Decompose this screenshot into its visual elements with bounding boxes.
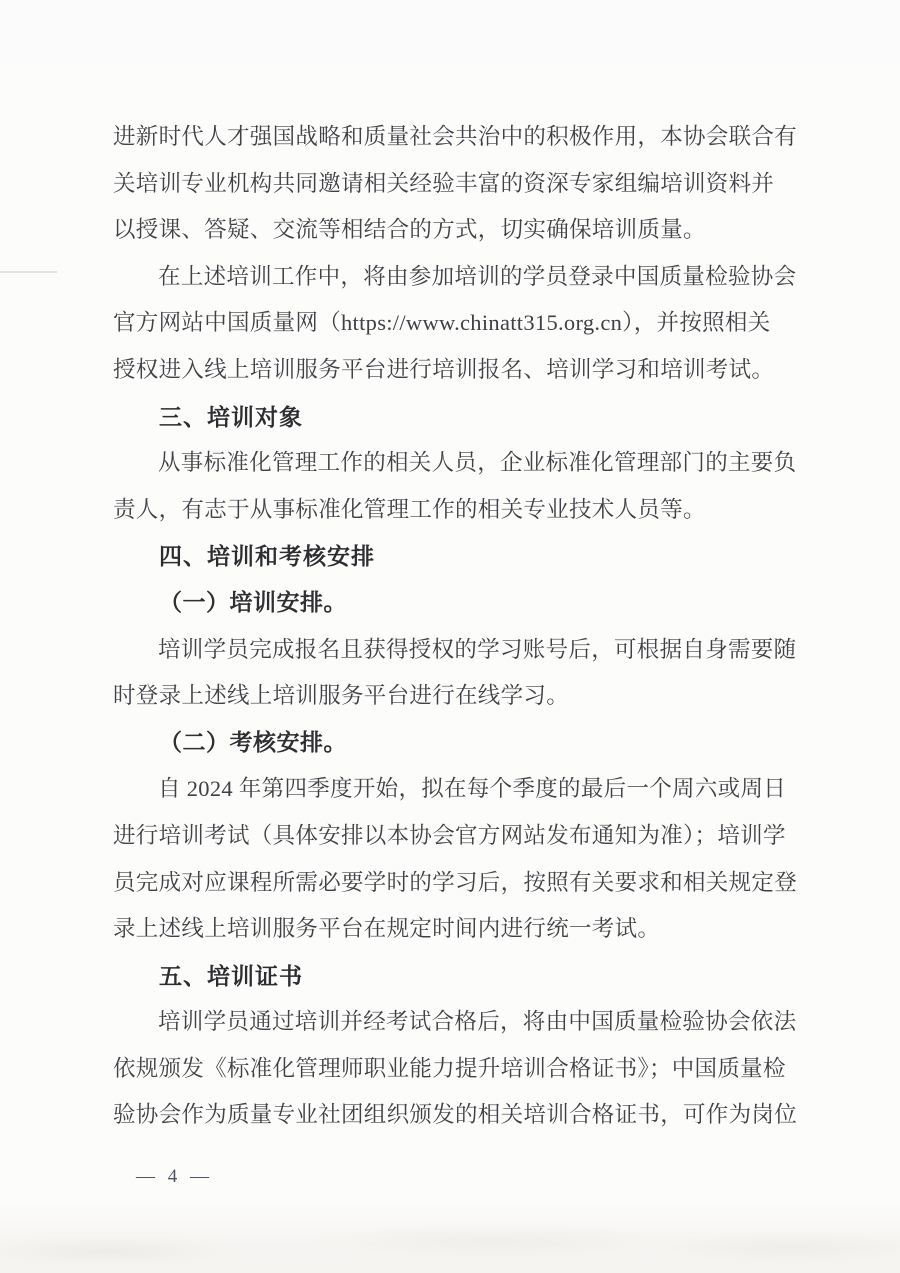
body-text-line: 培训学员通过培训并经考试合格后，将由中国质量检验协会依法 [158,1009,797,1035]
body-text-line: 员完成对应课程所需必要学时的学习后，按照有关要求和相关规定登 [113,869,798,895]
sub-heading-line: （二）考核安排。 [159,729,347,755]
body-text-line: 进行培训考试（具体安排以本协会官方网站发布通知为准）；培训学 [113,822,786,848]
section-heading-line: 五、培训证书 [159,962,303,989]
body-text-line: 依规颁发《标准化管理师职业能力提升培训合格证书》；中国质量检 [113,1055,786,1081]
body-text-line: 从事标准化管理工作的相关人员，企业标准化管理部门的主要负 [158,450,797,476]
body-text-line: 录上述线上培训服务平台在规定时间内进行统一考试。 [113,916,661,942]
scan-noise-band [0,1201,900,1273]
body-text-line: 验协会作为质量专业社团组织颁发的相关培训合格证书，可作为岗位 [113,1102,798,1128]
body-text-line: 关培训专业机构共同邀请相关经验丰富的资深专家组编培训资料并 [113,170,775,196]
body-text-line: 时登录上述线上培训服务平台进行在线学习。 [113,683,570,709]
section-heading-line: 四、培训和考核安排 [159,543,375,570]
body-text-line: 在上述培训工作中，将由参加培训的学员登录中国质量检验协会 [158,263,797,289]
body-text-line: 以授课、答疑、交流等相结合的方式，切实确保培训质量。 [113,217,706,243]
body-text-line: 进新时代人才强国战略和质量社会共治中的积极作用，本协会联合有 [113,124,798,149]
body-text-line: 自 2024 年第四季度开始，拟在每个季度的最后一个周六或周日 [158,776,787,802]
body-text-line: 官方网站中国质量网（https://www.chinatt315.org.cn），并按照相关 [113,310,771,336]
section-heading-line: 三、培训对象 [159,403,303,430]
scan-artifact-line [0,271,57,273]
document-body [113,114,807,1139]
body-text-line: 授权进入线上培训服务平台进行培训报名、培训学习和培训考试。 [113,356,775,382]
body-text-line: 责人，有志于从事标准化管理工作的相关专业技术人员等。 [113,496,706,522]
sub-heading-line: （一）培训安排。 [159,589,347,615]
page-number: — 4 — [136,1166,213,1187]
body-text-line: 培训学员完成报名且获得授权的学习账号后，可根据自身需要随 [158,636,797,662]
